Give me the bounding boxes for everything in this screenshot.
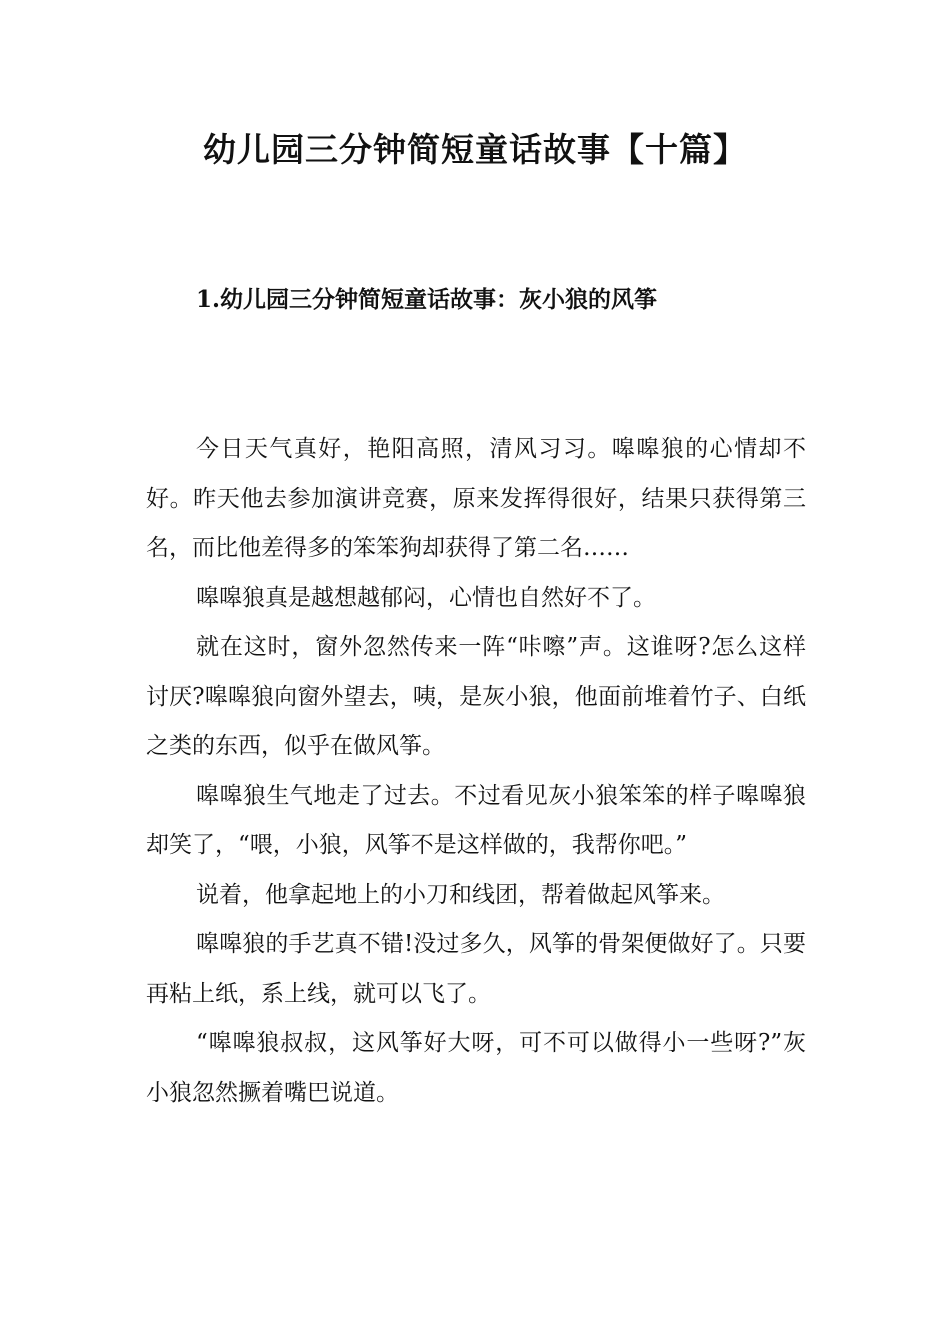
- story-paragraph: 嗥嗥狼的手艺真不错!没过多久，风筝的骨架便做好了。只要再粘上纸，系上线，就可以飞了。: [146, 931, 806, 1007]
- story-paragraph: 嗥嗥狼真是越想越郁闷，心情也自然好不了。: [196, 584, 656, 611]
- section-heading: 1.幼儿园三分钟简短童话故事：灰小狼的风筝: [196, 286, 658, 313]
- story-paragraph: 嗥嗥狼生气地走了过去。不过看见灰小狼笨笨的样子嗥嗥狼却笑了，“喂，小狼，风筝不是这样做的，我帮你吧。”: [146, 782, 806, 858]
- story-paragraph: “嗥嗥狼叔叔，这风筝好大呀，可不可以做得小一些呀?”灰小狼忽然撅着嘴巴说道。: [146, 1030, 806, 1106]
- document-title: 幼儿园三分钟简短童话故事【十篇】: [203, 130, 747, 169]
- story-body: [146, 425, 806, 1118]
- story-paragraph: 今日天气真好，艳阳高照，清风习习。嗥嗥狼的心情却不好。昨天他去参加演讲竞赛，原来发挥得很好，结果只获得第三名，而比他差得多的笨笨狗却获得了第二名……: [146, 436, 806, 561]
- story-paragraph: 说着，他拿起地上的小刀和线团，帮着做起风筝来。: [196, 881, 725, 908]
- story-paragraph: 就在这时，窗外忽然传来一阵“咔嚓”声。这谁呀?怎么这样讨厌?嗥嗥狼向窗外望去，咦，是灰小狼，他面前堆着竹子、白纸之类的东西，似乎在做风筝。: [146, 634, 806, 759]
